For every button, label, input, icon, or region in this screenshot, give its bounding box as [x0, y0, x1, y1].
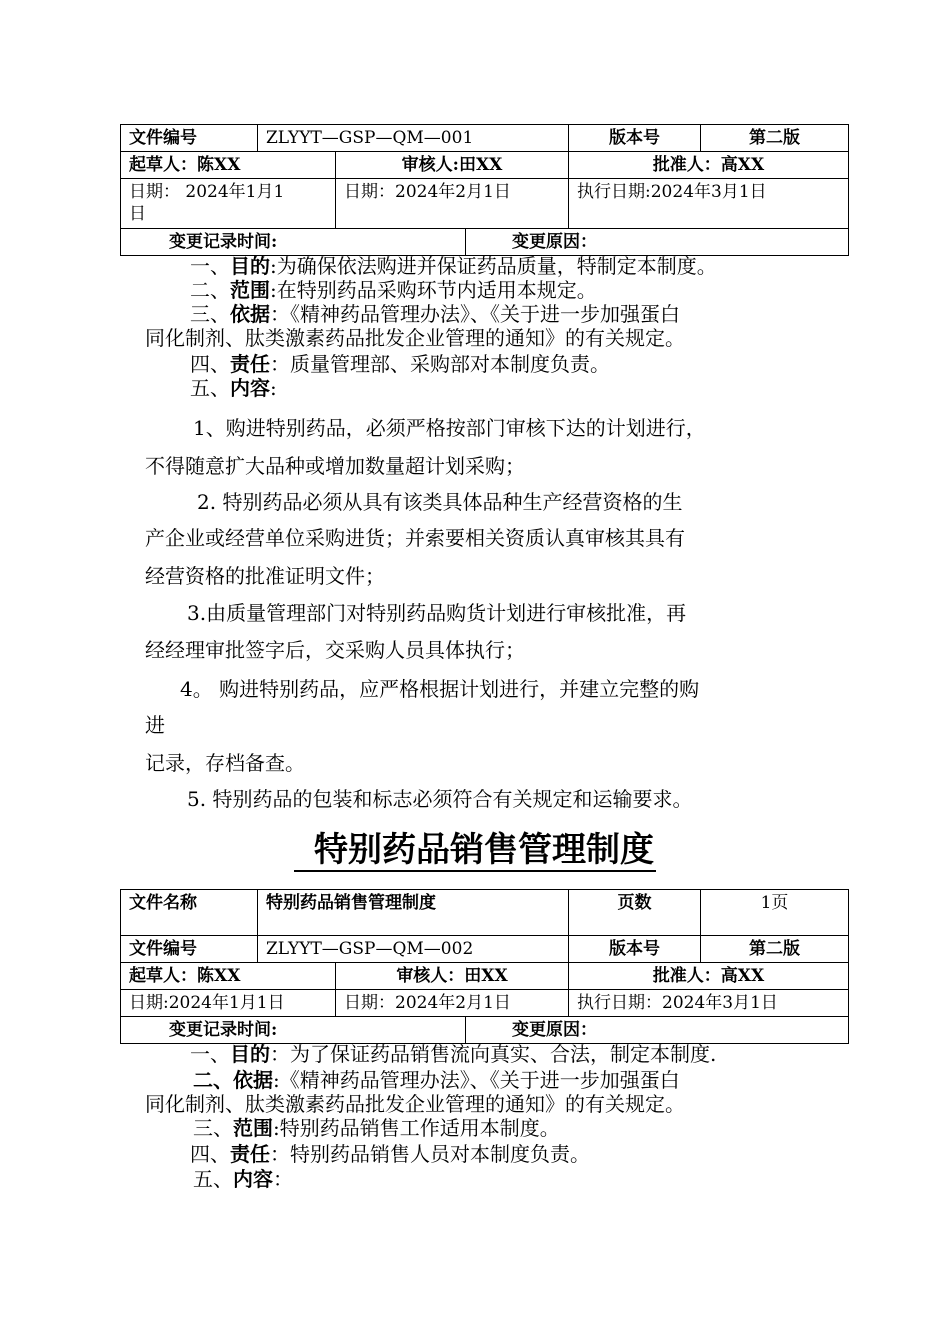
exec-date-cell: 执行日期：2024年3月1日 — [569, 990, 849, 1017]
version-label: 版本号 — [569, 125, 701, 152]
file-no-label: 文件编号 — [121, 125, 258, 152]
file-no-value: ZLYYT—GSP—QM—001 — [258, 125, 569, 152]
version-value: 第二版 — [701, 125, 849, 152]
pages-value: 1页 — [701, 890, 849, 936]
doc1-section-content: 五、内容: — [190, 376, 277, 400]
drafter-cell: 起草人：陈XX — [121, 963, 336, 990]
draft-date-cell: 日期:2024年1月1日 — [121, 990, 336, 1017]
content-line: 经营资格的批准证明文件； — [145, 564, 385, 588]
content-line: 记录，存档备查。 — [145, 751, 305, 775]
draft-date-line2: 日 — [129, 204, 146, 224]
doc2-section-basis: 二、依据:《精神药品管理办法》、《关于进一步加强蛋白 — [193, 1068, 680, 1092]
doc2-section-responsibility: 四、责任：特别药品销售人员对本制度负责。 — [190, 1142, 590, 1166]
change-time-cell: 变更记录时间: — [121, 1017, 466, 1044]
file-no-label: 文件编号 — [121, 936, 258, 963]
doc1-section-basis-cont: 同化制剂、肽类激素药品批发企业管理的通知》的有关规定。 — [145, 326, 685, 350]
file-name-value: 特别药品销售管理制度 — [258, 890, 569, 936]
doc1-meta-table — [120, 124, 849, 256]
reviewer-cell: 审核人:田XX — [336, 152, 569, 179]
doc2-section-scope: 三、范围:特别药品销售工作适用本制度。 — [193, 1116, 560, 1140]
content-line: 5. 特别药品的包装和标志必须符合有关规定和运输要求。 — [187, 787, 693, 811]
content-line: 4。 购进特别药品，应严格根据计划进行，并建立完整的购 — [180, 677, 700, 701]
content-line: 2. 特别药品必须从具有该类具体品种生产经营资格的生 — [197, 490, 683, 514]
content-line: 进 — [145, 713, 165, 737]
change-reason-cell: 变更原因： — [466, 1017, 849, 1044]
draft-date-line1: 日期： 2024年1月1 — [129, 182, 285, 202]
doc1-section-responsibility: 四、责任：质量管理部、采购部对本制度负责。 — [190, 352, 610, 376]
content-line: 经经理审批签字后，交采购人员具体执行； — [145, 638, 525, 662]
doc2-section-content: 五、内容： — [193, 1167, 293, 1191]
draft-date-cell — [121, 179, 336, 229]
doc2-title: 特别药品销售管理制度 — [0, 822, 950, 871]
doc2-meta-table — [120, 889, 849, 1044]
doc1-section-purpose: 一、目的:为确保依法购进并保证药品质量，特制定本制度。 — [190, 254, 717, 278]
content-line: 产企业或经营单位采购进货；并索要相关资质认真审核其具有 — [145, 526, 685, 550]
content-line: 1、购进特别药品，必须严格按部门审核下达的计划进行， — [193, 416, 706, 440]
drafter-cell: 起草人：陈XX — [121, 152, 336, 179]
version-label: 版本号 — [569, 936, 701, 963]
exec-date-cell: 执行日期:2024年3月1日 — [569, 179, 849, 229]
approver-cell: 批准人：高XX — [569, 963, 849, 990]
doc2-section-basis-cont: 同化制剂、肽类激素药品批发企业管理的通知》的有关规定。 — [145, 1092, 685, 1116]
review-date-cell: 日期：2024年2月1日 — [336, 179, 569, 229]
doc2-section-purpose: 一、目的：为了保证药品销售流向真实、合法，制定本制度. — [190, 1042, 717, 1066]
pages-label: 页数 — [569, 890, 701, 936]
content-line: 不得随意扩大品种或增加数量超计划采购； — [145, 454, 525, 478]
content-line: 3.由质量管理部门对特别药品购货计划进行审核批准，再 — [187, 601, 687, 625]
version-value: 第二版 — [701, 936, 849, 963]
doc1-section-scope: 二、范围:在特别药品采购环节内适用本规定。 — [190, 278, 597, 302]
file-name-label: 文件名称 — [121, 890, 258, 936]
change-reason-cell: 变更原因： — [466, 229, 849, 256]
review-date-cell: 日期：2024年2月1日 — [336, 990, 569, 1017]
doc1-section-basis: 三、依据：《精神药品管理办法》、《关于进一步加强蛋白 — [190, 302, 680, 326]
file-no-value: ZLYYT—GSP—QM—002 — [258, 936, 569, 963]
reviewer-cell: 审核人：田XX — [336, 963, 569, 990]
approver-cell: 批准人：高XX — [569, 152, 849, 179]
change-time-cell: 变更记录时间: — [121, 229, 466, 256]
